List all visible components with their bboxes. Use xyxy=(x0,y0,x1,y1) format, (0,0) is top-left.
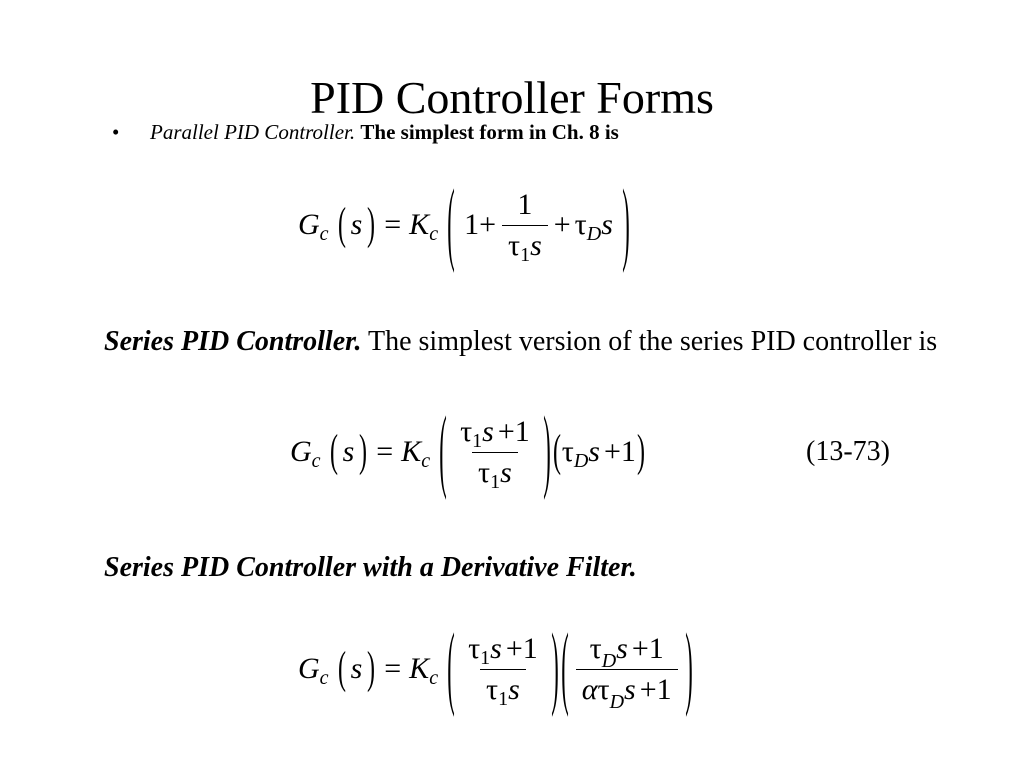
eq1-fraction xyxy=(502,187,548,266)
eq2-equals: = xyxy=(376,435,394,468)
eq2-c-sub: c xyxy=(311,450,321,472)
equation-parallel xyxy=(298,172,631,278)
eq3-rparen-small: ) xyxy=(367,643,376,693)
eq1-frac-num: 1 xyxy=(517,187,533,221)
eq2-den-tau-sub: 1 xyxy=(490,470,501,493)
eq2-num-plus: + xyxy=(497,414,515,448)
eq3-lparen-small: ( xyxy=(337,643,346,693)
eq3-f1-den-tau: τ xyxy=(486,672,499,706)
eq3-f2-num-plus: + xyxy=(631,631,649,665)
parallel-label: Parallel PID Controller. xyxy=(150,120,356,144)
eq2-G: G xyxy=(290,435,312,468)
eq1-den-s: s xyxy=(530,228,542,262)
eq3-c-sub: c xyxy=(319,667,329,689)
bullet-text xyxy=(150,118,619,146)
eq3-rparen-big-1: ) xyxy=(551,616,559,719)
eq3-lparen-big-2: ( xyxy=(561,616,569,719)
eq3-f1-num-tau: τ xyxy=(468,631,481,665)
eq1-G: G xyxy=(298,208,320,241)
eq2-plus: + xyxy=(603,435,621,468)
eq3-f1-num-plus: + xyxy=(505,631,523,665)
eq3-f2-num-tau: τ xyxy=(589,631,602,665)
eq2-s: s xyxy=(342,435,355,468)
series-label: Series PID Controller. xyxy=(104,326,362,357)
eq1-rparen-big: ) xyxy=(622,172,630,275)
eq1-rparen-small: ) xyxy=(367,199,376,249)
eq2-num-one: 1 xyxy=(514,414,530,448)
equation-series xyxy=(290,399,646,502)
eq3-K: K xyxy=(409,652,430,685)
eq1-K: K xyxy=(409,208,430,241)
eq1-s: s xyxy=(350,208,363,241)
eq1-tauD: τ xyxy=(574,208,587,241)
eq3-f2-den-tau-sub: D xyxy=(609,690,625,713)
eq2-K: K xyxy=(401,435,422,468)
eq3-f2-den-tau: τ xyxy=(597,672,610,706)
eq3-fraction-2 xyxy=(576,631,678,713)
eq3-rparen-big-2: ) xyxy=(684,616,693,719)
eq1-K-sub: c xyxy=(429,223,439,245)
equation-series-filter xyxy=(298,618,694,720)
filter-paragraph: Series PID Controller with a Derivative Filter. xyxy=(104,552,637,583)
eq3-f2-den-s: s xyxy=(624,672,636,706)
eq3-equals: = xyxy=(384,652,402,685)
eq3-f2-num-s: s xyxy=(616,631,628,665)
parallel-text: The simplest form in Ch. 8 is xyxy=(360,120,619,144)
eq2-num-s: s xyxy=(482,414,494,448)
eq2-tauD: τ xyxy=(561,435,574,468)
eq3-K-sub: c xyxy=(429,667,439,689)
eq2-K-sub: c xyxy=(421,450,431,472)
eq2-lparen-2: ( xyxy=(552,426,561,476)
eq2-num-tau-sub: 1 xyxy=(472,429,483,452)
eq3-f2-num-one: 1 xyxy=(648,631,664,665)
bullet-marker: • xyxy=(112,120,120,144)
eq3-f2-den-one: 1 xyxy=(656,672,672,706)
eq3-f1-den-s: s xyxy=(508,672,520,706)
eq2-lparen-big: ( xyxy=(439,399,447,502)
eq1-c-sub: c xyxy=(319,223,329,245)
eq3-f1-num-s: s xyxy=(490,631,502,665)
eq1-plus-1: + xyxy=(479,208,496,241)
eq3-f1-den-tau-sub: 1 xyxy=(498,687,509,710)
eq2-rparen-big: ) xyxy=(543,399,551,502)
eq1-tau-sub: 1 xyxy=(520,243,531,266)
eq1-one: 1 xyxy=(464,208,480,241)
eq3-G: G xyxy=(298,652,320,685)
eq2-tauD-sub: D xyxy=(573,450,589,472)
eq3-f1-num-one: 1 xyxy=(522,631,538,665)
eq1-lparen-small: ( xyxy=(337,199,346,249)
eq1-tauD-sub: D xyxy=(586,223,602,245)
eq1-plus-2: + xyxy=(553,208,571,241)
eq2-fraction xyxy=(454,414,536,493)
eq3-lparen-big-1: ( xyxy=(447,616,455,719)
eq3-f2-den-plus: + xyxy=(639,672,657,706)
equation-number: (13-73) xyxy=(806,436,890,467)
eq1-tauD-s: s xyxy=(601,208,613,241)
series-paragraph xyxy=(104,322,964,362)
eq2-one: 1 xyxy=(620,435,636,468)
eq3-s: s xyxy=(350,652,363,685)
eq3-f2-den-alpha: α xyxy=(581,672,598,706)
eq1-tau: τ xyxy=(508,228,521,262)
eq2-rparen-2: ) xyxy=(636,426,645,476)
eq1-lparen-big: ( xyxy=(447,172,455,275)
series-text: The simplest version of the series PID controller is xyxy=(367,326,938,357)
eq2-den-s: s xyxy=(500,455,512,489)
eq2-num-tau: τ xyxy=(460,414,473,448)
eq2-tauD-s: s xyxy=(588,435,600,468)
eq1-equals: = xyxy=(384,208,402,241)
eq2-rparen-small: ) xyxy=(359,426,368,476)
eq3-f1-num-tau-sub: 1 xyxy=(480,646,491,669)
slide-title: PID Controller Forms xyxy=(310,72,714,123)
eq3-fraction-1 xyxy=(462,631,544,710)
eq2-den-tau: τ xyxy=(478,455,491,489)
eq2-lparen-small: ( xyxy=(329,426,338,476)
eq3-f2-num-tau-sub: D xyxy=(601,649,617,672)
